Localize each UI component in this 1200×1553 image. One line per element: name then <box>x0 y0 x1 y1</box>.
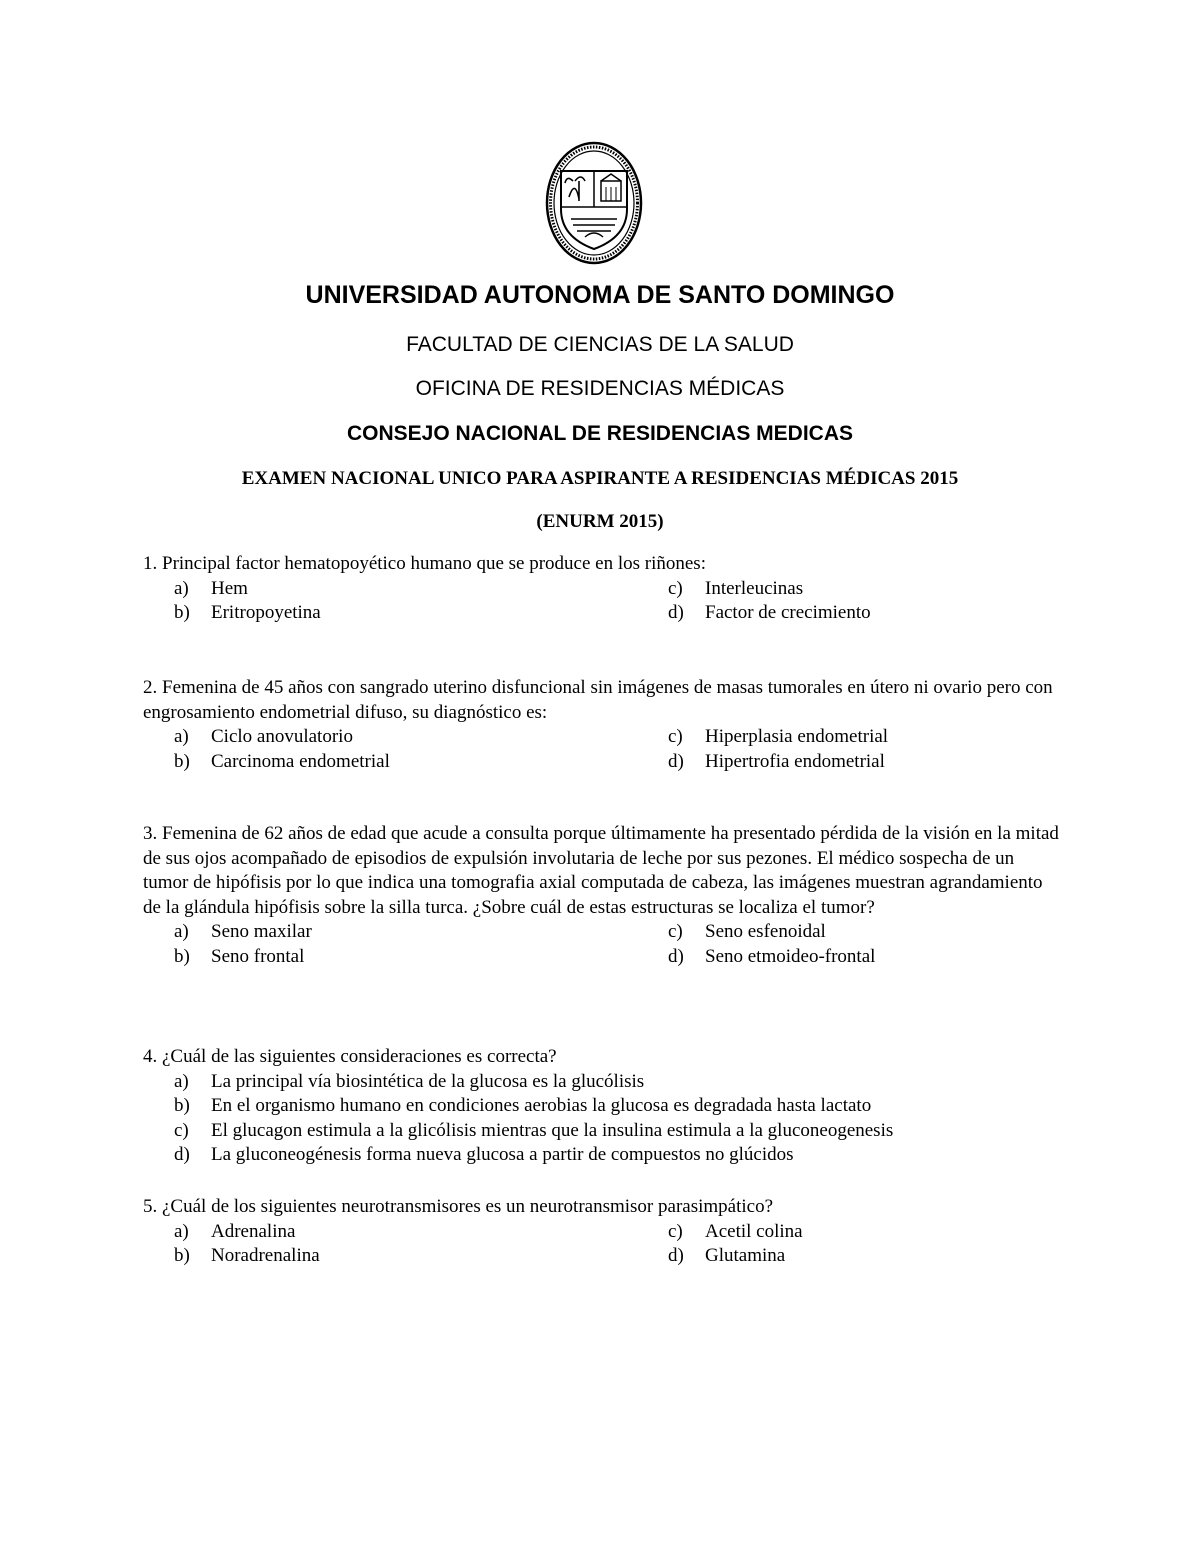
option-b: b) Seno frontal <box>174 945 305 967</box>
option-b: b) Carcinoma endometrial <box>174 750 390 772</box>
option-d: d) La gluconeogénesis forma nueva glucosa a partir de compuestos no glúcidos <box>174 1144 794 1166</box>
option-b: b) Noradrenalina <box>174 1245 320 1267</box>
university-name: UNIVERSIDAD AUTONOMA DE SANTO DOMINGO <box>305 281 895 309</box>
option-a: a) Hem <box>174 577 248 599</box>
question-5 <box>143 1195 1063 1269</box>
question-4 <box>143 1045 1063 1168</box>
option-d: d) Glutamina <box>668 1245 786 1267</box>
option-list <box>174 1070 1063 1168</box>
question-text: 2. Femenina de 45 años con sangrado uterino disfuncional sin imágenes de masas tumorales en útero ni ovario pero con engrosamiento endometrial difuso, su diagnóstico es: <box>143 677 1053 723</box>
question-text: 3. Femenina de 62 años de edad que acude a consulta porque últimamente ha presentado pérdida de la visión en la mitad de sus ojos acompañado de episodios de expulsión involutaria de leche por sus pezones. El médico sospecha de un tumor de hipófisis por lo que indica una tomografia axial computada de cabeza, las imágenes muestran agrandamiento de la glándula hipófisis sobre la silla turca. ¿Sobre cuál de estas estructuras se localiza el tumor? <box>143 823 1059 918</box>
option-list <box>174 725 1063 774</box>
question-1 <box>143 552 1063 626</box>
option-c: c) Seno esfenoidal <box>668 921 826 943</box>
question-text: 5. ¿Cuál de los siguientes neurotransmisores es un neurotransmisor parasimpático? <box>143 1196 774 1217</box>
option-c: c) Interleucinas <box>668 577 804 599</box>
option-b: b) En el organismo humano en condiciones aerobias la glucosa es degradada hasta lactato <box>174 1095 872 1117</box>
option-list <box>174 920 1063 969</box>
office-name: OFICINA DE RESIDENCIAS MÉDICAS <box>415 377 785 400</box>
option-b: b) Eritropoyetina <box>174 602 321 624</box>
option-list <box>174 1220 1063 1269</box>
option-a: a) Adrenalina <box>174 1220 296 1242</box>
option-d: d) Hipertrofia endometrial <box>668 750 885 772</box>
option-c: c) Acetil colina <box>668 1220 803 1242</box>
faculty-name: FACULTAD DE CIENCIAS DE LA SALUD <box>406 333 794 356</box>
question-text: 1. Principal factor hematopoyético humano que se produce en los riñones: <box>143 553 706 574</box>
option-c: c) El glucagon estimula a la glicólisis mientras que la insulina estimula a la gluconeogenesis <box>174 1119 894 1141</box>
exam-code: (ENURM 2015) <box>536 511 664 532</box>
option-d: d) Seno etmoideo-frontal <box>668 945 876 967</box>
option-d: d) Factor de crecimiento <box>668 602 871 624</box>
option-list <box>174 577 1063 626</box>
option-a: a) La principal vía biosintética de la glucosa es la glucólisis <box>174 1070 645 1092</box>
question-2 <box>143 676 1063 774</box>
question-text: 4. ¿Cuál de las siguientes consideraciones es correcta? <box>143 1046 557 1067</box>
exam-title: EXAMEN NACIONAL UNICO PARA ASPIRANTE A RESIDENCIAS MÉDICAS 2015 <box>241 468 959 489</box>
option-c: c) Hiperplasia endometrial <box>668 726 889 748</box>
question-3 <box>143 822 1063 970</box>
option-a: a) Ciclo anovulatorio <box>174 726 353 748</box>
council-name: CONSEJO NACIONAL DE RESIDENCIAS MEDICAS <box>346 422 853 445</box>
option-a: a) Seno maxilar <box>174 921 312 943</box>
university-seal-icon <box>545 141 643 265</box>
